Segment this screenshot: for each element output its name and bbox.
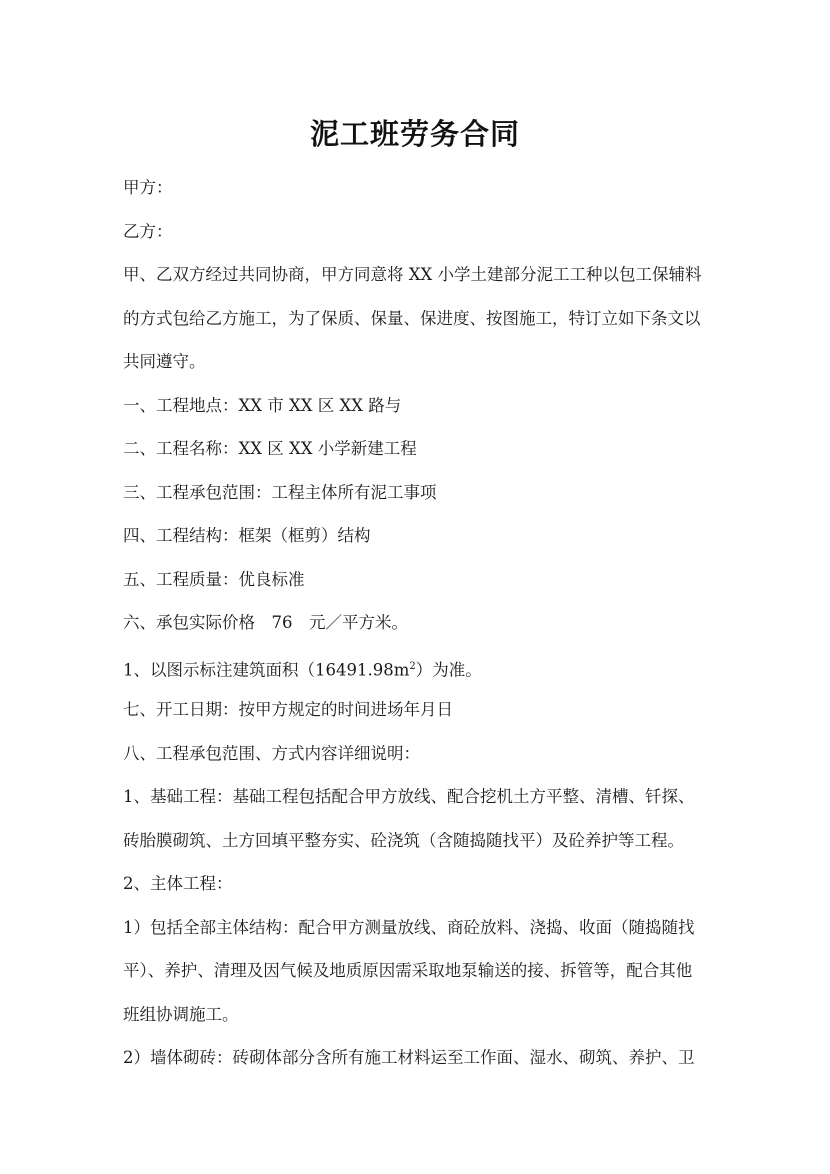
- party-b-line: 乙方：: [123, 221, 173, 241]
- area-suffix: ）为准。: [415, 660, 482, 679]
- clause-scope: 三、工程承包范围：工程主体所有泥工事项: [123, 482, 437, 502]
- clause-area: [123, 651, 723, 695]
- clause-start-date: 七、开工日期：按甲方规定的时间进场年月日: [123, 700, 453, 719]
- clause-price: 六、承包实际价格 76 元／平方米。: [123, 613, 408, 632]
- paragraph-line: 平）、养护、清理及因气候及地质原因需采取地泵输送的接、拆管等，配合其他: [123, 961, 693, 980]
- paragraph-line: 的方式包给乙方施工，为了保质、保量、保进度、按图施工，特订立如下条文以: [123, 308, 701, 328]
- area-text: 1、以图示标注建筑面积（16491.98m: [123, 660, 410, 679]
- paragraph-line: 1、基础工程：基础工程包括配合甲方放线、配合挖机土方平整、清槽、钎探、: [123, 787, 695, 806]
- area-superscript: 2: [409, 660, 416, 672]
- clause-details-heading: 八、工程承包范围、方式内容详细说明：: [123, 743, 420, 763]
- clause-location: 一、工程地点：XX 市 XX 区 XX 路与: [123, 395, 402, 415]
- paragraph-line: 共同遵守。: [123, 352, 206, 371]
- paragraph-line: 甲、乙双方经过共同协商，甲方同意将 XX 小学土建部分泥工工种以包工保辅料: [123, 265, 702, 284]
- clause-structure: 四、工程结构：框架（框剪）结构: [123, 526, 371, 545]
- document-title: 泥工班劳务合同: [309, 117, 520, 151]
- paragraph-line: 2）墙体砌砖：砖砌体部分含所有施工材料运至工作面、湿水、砌筑、养护、卫: [123, 1048, 695, 1067]
- party-a-line: 甲方：: [123, 178, 173, 197]
- paragraph-line: 班组协调施工。: [123, 1004, 239, 1024]
- subheading-main-works: 2、主体工程：: [123, 874, 233, 893]
- clause-name: 二、工程名称：XX 区 XX 小学新建工程: [123, 439, 417, 458]
- clause-quality: 五、工程质量：优良标准: [123, 569, 305, 589]
- paragraph-line: 1）包括全部主体结构：配合甲方测量放线、商砼放料、浇捣、收面（随捣随找: [123, 917, 695, 937]
- paragraph-line: 砖胎膜砌筑、土方回填平整夯实、砼浇筑（含随捣随找平）及砼养护等工程。: [123, 830, 684, 850]
- document-body: [123, 172, 723, 1086]
